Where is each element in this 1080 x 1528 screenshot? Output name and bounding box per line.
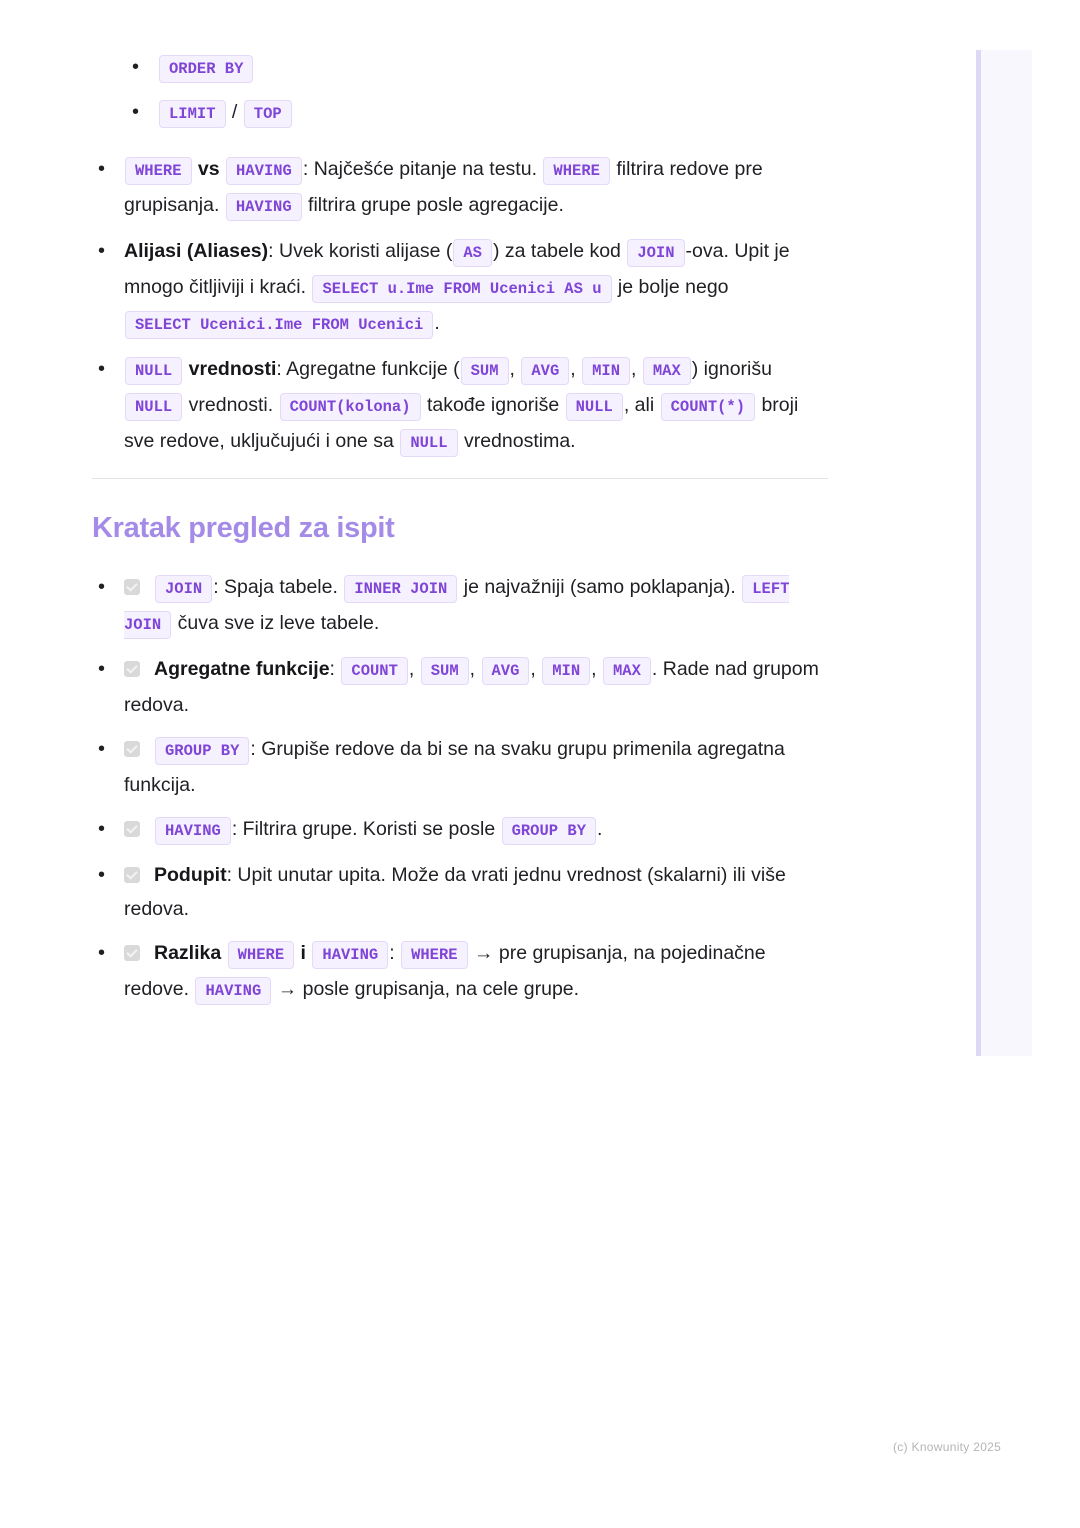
bullet-icon: • bbox=[98, 942, 106, 964]
code-chip: SELECT Ucenici.Ime FROM Ucenici bbox=[125, 311, 433, 339]
code-chip: HAVING bbox=[195, 977, 271, 1005]
code-chip: LEFT JOIN bbox=[124, 575, 789, 639]
code-chip: MAX bbox=[603, 657, 651, 685]
notes-list bbox=[98, 152, 834, 470]
code-chip: NULL bbox=[125, 393, 182, 421]
code-chip: SELECT u.Ime FROM Ucenici AS u bbox=[312, 275, 611, 303]
bullet-icon: • bbox=[98, 358, 106, 380]
code-chip: LIMIT bbox=[159, 100, 226, 128]
bullet-icon: • bbox=[132, 56, 140, 78]
review-checklist bbox=[98, 570, 834, 1018]
section-divider bbox=[92, 478, 828, 479]
bullet-icon: • bbox=[98, 818, 106, 840]
code-chip: GROUP BY bbox=[502, 817, 596, 845]
checkbox-checked-icon[interactable] bbox=[124, 579, 140, 595]
code-chip: GROUP BY bbox=[155, 737, 249, 765]
code-chip: JOIN bbox=[155, 575, 212, 603]
checklist-item: • Agregatne funkcije: COUNT , SUM , AVG , MIN , MAX . Rade nad grupom redova. bbox=[124, 652, 834, 722]
bullet-icon: • bbox=[98, 158, 106, 180]
code-chip: WHERE bbox=[401, 941, 468, 969]
copyright-footer: (c) Knowunity 2025 bbox=[893, 1440, 1002, 1454]
code-chip: NULL bbox=[566, 393, 623, 421]
code-chip: MAX bbox=[643, 357, 691, 385]
note-null-values: • NULL vrednosti: Agregatne funkcije ( SUM , AVG , MIN , MAX ) ignorišu NULL vrednosti. COUNT(kolona) takođe ignoriše NULL , ali COUNT(*) broji sve redove, uključujući i one sa NULL vrednostima. bbox=[124, 352, 834, 460]
code-chip: WHERE bbox=[543, 157, 610, 185]
bullet-icon: • bbox=[98, 240, 106, 262]
bullet-icon: • bbox=[98, 658, 106, 680]
code-chip: INNER JOIN bbox=[344, 575, 457, 603]
list-item: • LIMIT / TOP bbox=[158, 95, 293, 129]
code-chip: HAVING bbox=[226, 157, 302, 185]
checkbox-checked-icon[interactable] bbox=[124, 661, 140, 677]
code-chip: HAVING bbox=[226, 193, 302, 221]
code-chip: COUNT(kolona) bbox=[280, 393, 421, 421]
code-chip: NULL bbox=[400, 429, 457, 457]
checklist-item: • JOIN : Spaja tabele. INNER JOIN je najvažniji (samo poklapanja). LEFT JOIN čuva sve iz leve tabele. bbox=[124, 570, 834, 642]
code-chip: SUM bbox=[461, 357, 509, 385]
code-chip: NULL bbox=[125, 357, 182, 385]
code-chip: AS bbox=[453, 239, 492, 267]
code-chip: AVG bbox=[521, 357, 569, 385]
bullet-icon: • bbox=[98, 576, 106, 598]
code-chip: HAVING bbox=[155, 817, 231, 845]
bullet-icon: • bbox=[98, 738, 106, 760]
code-chip: SUM bbox=[421, 657, 469, 685]
checkbox-checked-icon[interactable] bbox=[124, 821, 140, 837]
code-chip: COUNT bbox=[341, 657, 408, 685]
note-aliases: • Alijasi (Aliases): Uvek koristi alijase ( AS ) za tabele kod JOIN -ova. Upit je mnogo čitljiviji i kraći. SELECT u.Ime FROM Ucenici AS u je bolje nego SELECT Ucenici.Ime FROM Ucenici . bbox=[124, 234, 834, 342]
checklist-item: • Podupit: Upit unutar upita. Može da vrati jednu vrednost (skalarni) ili više redova. bbox=[124, 858, 834, 926]
checklist-item: • HAVING : Filtrira grupe. Koristi se posle GROUP BY . bbox=[124, 812, 834, 848]
bullet-icon: • bbox=[132, 101, 140, 123]
code-chip: TOP bbox=[244, 100, 292, 128]
checkbox-checked-icon[interactable] bbox=[124, 741, 140, 757]
code-chip: WHERE bbox=[228, 941, 295, 969]
checkbox-checked-icon[interactable] bbox=[124, 867, 140, 883]
checklist-item: • Razlika WHERE i HAVING : WHERE → pre grupisanja, na pojedinačne redove. HAVING → posle grupisanja, na cele grupe. bbox=[124, 936, 834, 1008]
note-where-vs-having: • WHERE vs HAVING : Najčešće pitanje na testu. WHERE filtrira redove pre grupisanja. HAVING filtrira grupe posle agregacije. bbox=[124, 152, 834, 224]
code-chip: JOIN bbox=[627, 239, 684, 267]
code-chip: COUNT(*) bbox=[661, 393, 755, 421]
code-chip: ORDER BY bbox=[159, 55, 253, 83]
side-panel bbox=[976, 50, 1032, 1056]
code-chip: WHERE bbox=[125, 157, 192, 185]
checklist-item: • GROUP BY : Grupiše redove da bi se na svaku grupu primenila agregatna funkcija. bbox=[124, 732, 834, 802]
code-chip: MIN bbox=[582, 357, 630, 385]
section-title: Kratak pregled za ispit bbox=[92, 512, 395, 544]
list-item bbox=[132, 50, 293, 84]
code-chip: AVG bbox=[482, 657, 530, 685]
sql-clause-sublist bbox=[132, 50, 293, 140]
checkbox-checked-icon[interactable] bbox=[124, 945, 140, 961]
code-chip: HAVING bbox=[312, 941, 388, 969]
code-chip: MIN bbox=[542, 657, 590, 685]
bullet-icon: • bbox=[98, 864, 106, 886]
